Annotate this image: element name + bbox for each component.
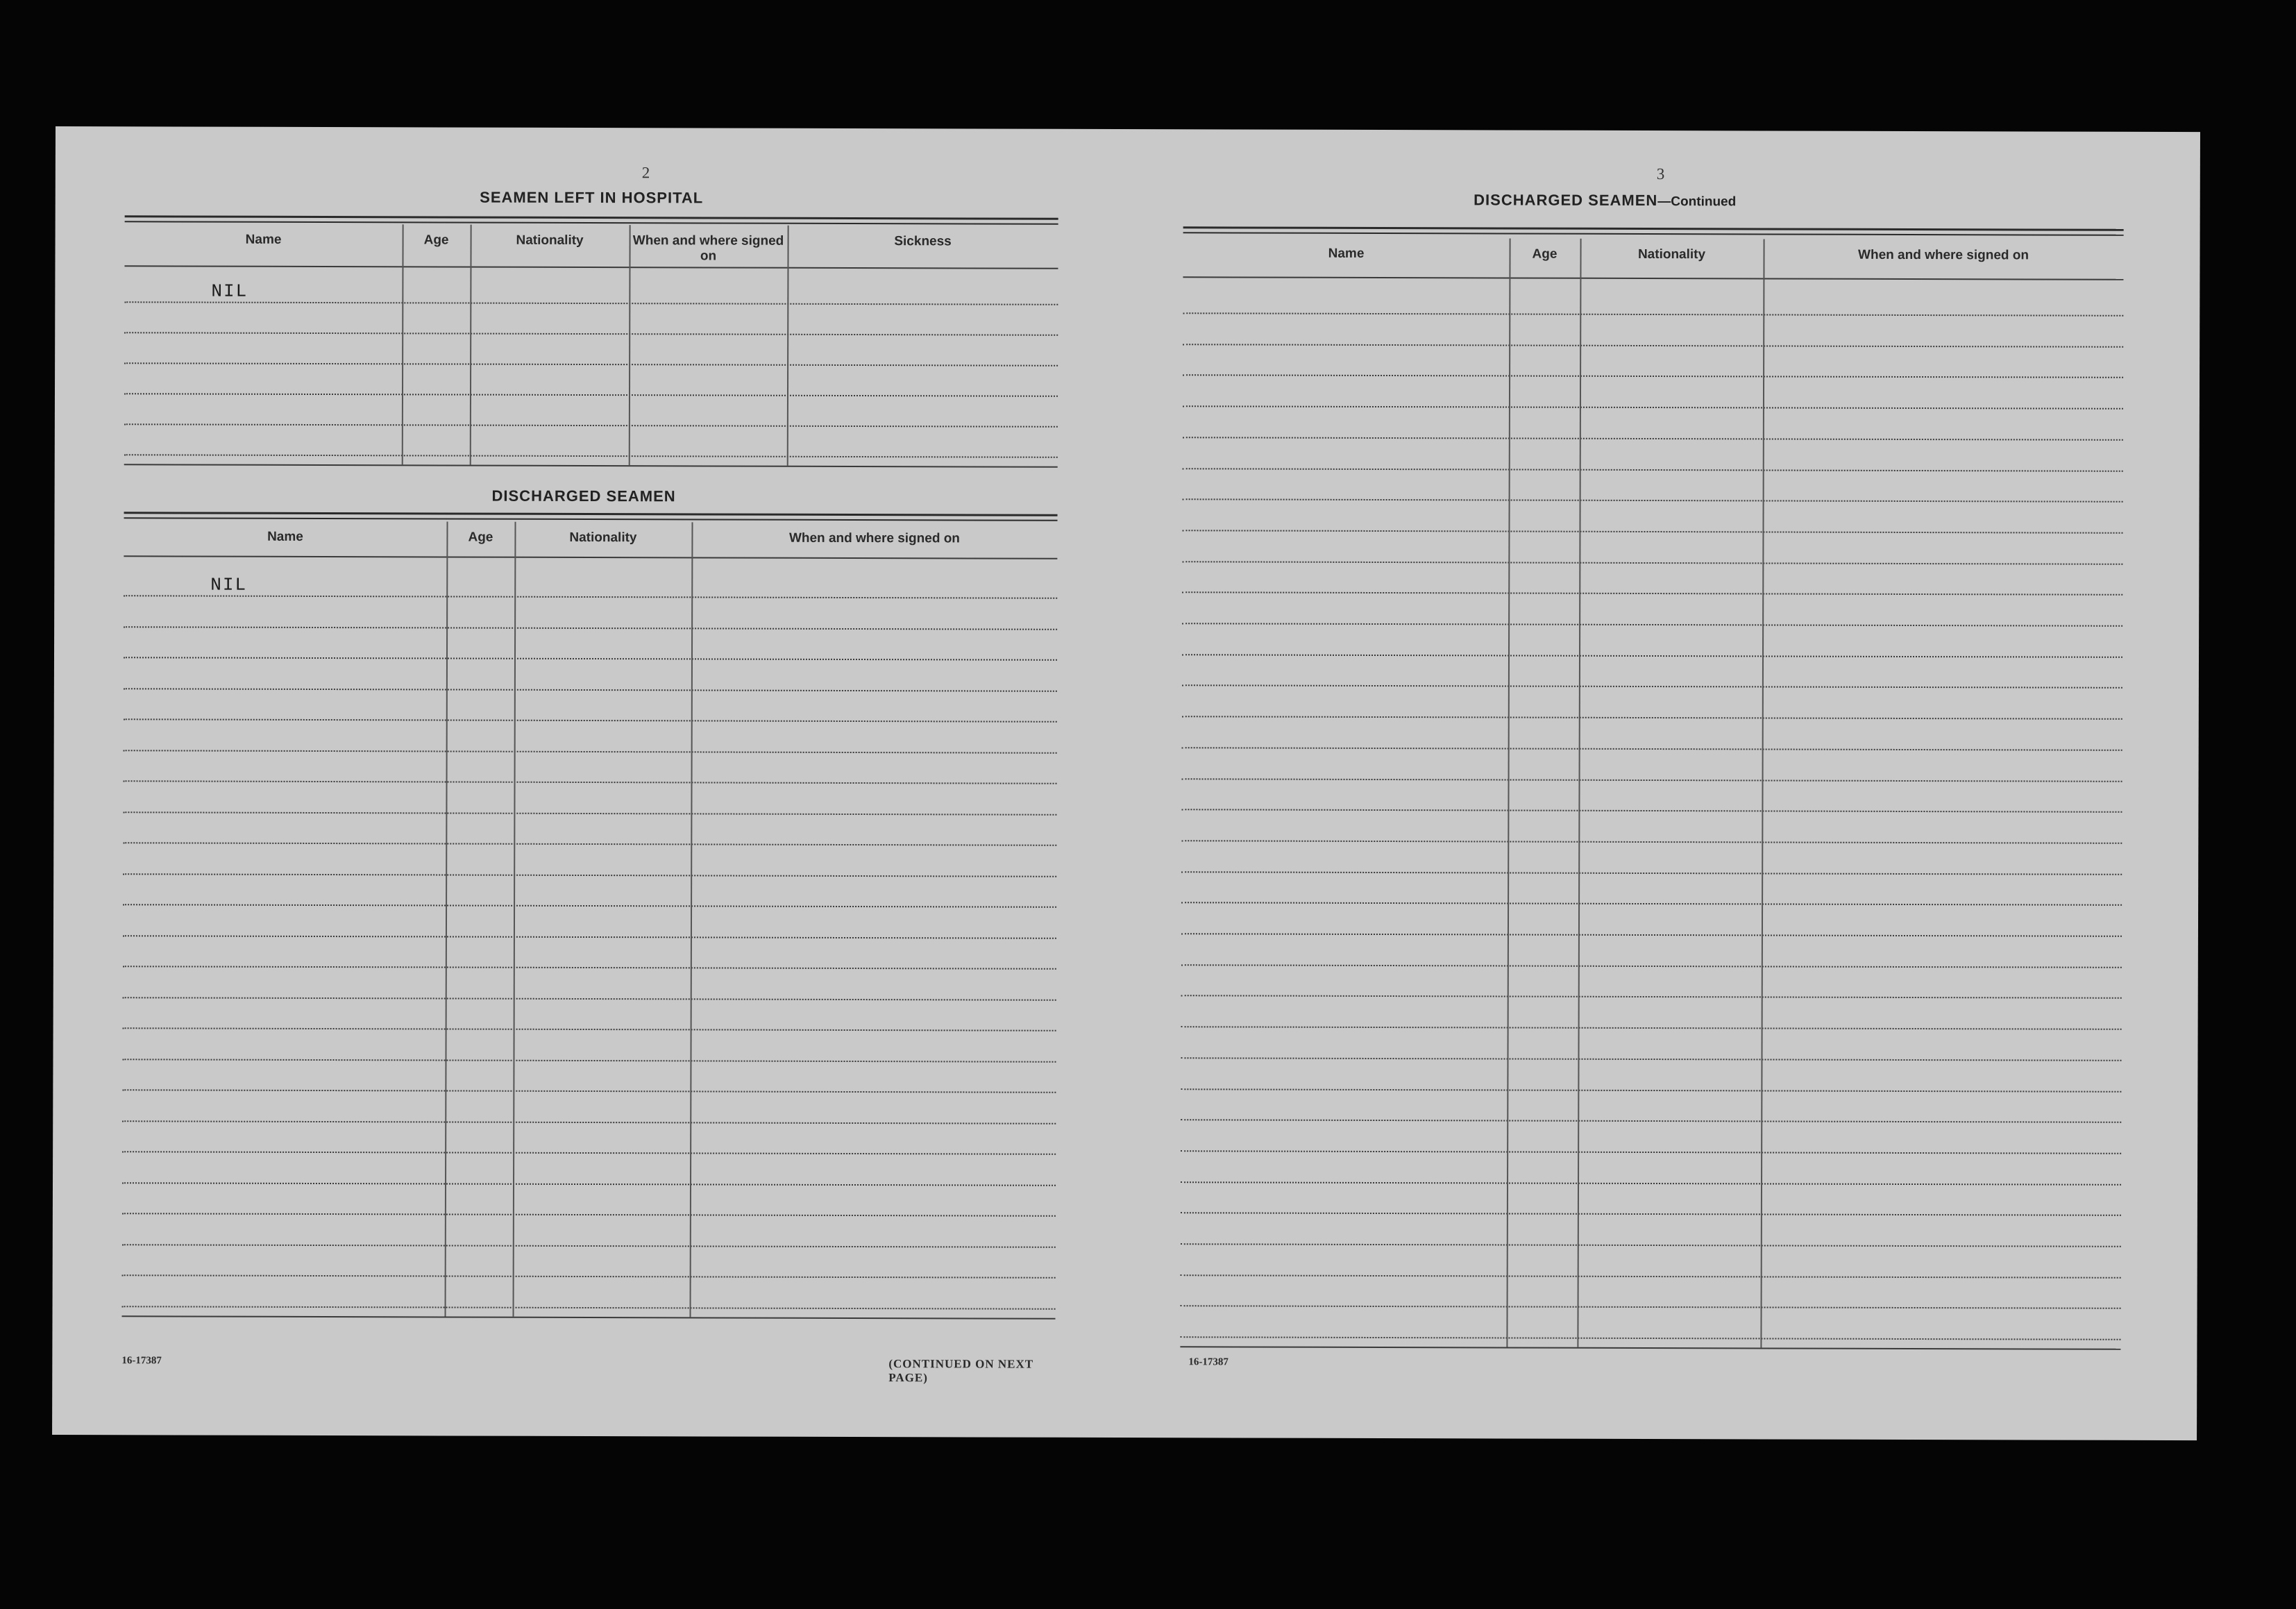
column-header: Name: [1328, 246, 1365, 261]
table-row-line: [1181, 902, 2122, 907]
column-header: Nationality: [516, 233, 584, 248]
name-entry: NIL: [210, 574, 248, 596]
table-row-line: [122, 1151, 1056, 1155]
hospital-section-title: SEAMEN LEFT IN HOSPITAL: [480, 188, 704, 207]
column-divider: [1760, 239, 1764, 1347]
table-row-line: [1182, 747, 2122, 751]
table-row-line: [1181, 1088, 2121, 1093]
table-row-line: [123, 997, 1056, 1001]
table-row-line: [1182, 561, 2122, 565]
table-row-line: [1182, 592, 2122, 596]
table-row-line: [123, 1027, 1056, 1031]
table-row-line: [124, 657, 1057, 661]
table-bottom-rule: [1180, 1346, 2120, 1350]
column-header: Age: [423, 233, 449, 248]
table-row-line: [122, 1244, 1056, 1248]
table-row-line: [1181, 1243, 2121, 1247]
table-row-line: [124, 750, 1057, 754]
column-divider: [690, 522, 693, 1317]
document-sheet: [52, 126, 2200, 1440]
table-row-line: [1182, 716, 2122, 720]
form-number: 16-17387: [1188, 1356, 1229, 1368]
table-row-line: [1182, 778, 2122, 782]
table-row-line: [122, 1274, 1056, 1279]
column-header: Name: [245, 232, 282, 247]
column-divider: [1577, 239, 1581, 1347]
column-header: When and where signed on: [632, 233, 784, 264]
table-row-line: [1182, 530, 2122, 534]
table-row-line: [1181, 809, 2122, 813]
table-row-line: [1181, 871, 2122, 875]
table-row-line: [1181, 1026, 2122, 1030]
discharged-section-title: DISCHARGED SEAMEN: [491, 487, 676, 505]
table-row-line: [1181, 1306, 2121, 1310]
continued-note: (CONTINUED ON NEXT PAGE): [888, 1357, 1033, 1385]
column-header: Nationality: [1637, 246, 1706, 262]
column-header: Age: [468, 530, 493, 545]
section-title-continued: —Continued: [1657, 194, 1737, 210]
header-bottom-rule: [1183, 276, 2123, 280]
table-row-line: [122, 1120, 1056, 1124]
table-row-line: [1181, 1150, 2121, 1154]
table-row-line: [123, 842, 1056, 846]
table-row-line: [122, 1059, 1056, 1063]
table-row-line: [124, 688, 1057, 692]
table-row-line: [1183, 437, 2123, 441]
table-row-line: [122, 1182, 1056, 1186]
table-row-line: [122, 1306, 1056, 1310]
column-header: Age: [1532, 246, 1558, 262]
table-row-line: [123, 873, 1056, 877]
table-row-line: [1183, 344, 2123, 348]
table-row-line: [1181, 964, 2122, 968]
table-row-line: [1181, 1274, 2121, 1279]
table-row-line: [1180, 1336, 2120, 1340]
header-bottom-rule: [124, 555, 1057, 559]
column-header: Sickness: [894, 234, 952, 249]
column-divider: [445, 521, 448, 1316]
column-header: When and where signed on: [1858, 247, 2029, 263]
right-page: [1183, 129, 2124, 1368]
column-header: Name: [267, 529, 303, 544]
table-row-line: [123, 966, 1056, 970]
table-row-line: [1183, 405, 2123, 410]
table-row-line: [124, 595, 1057, 599]
table-row-line: [1181, 1181, 2121, 1186]
table-row-line: [1183, 468, 2123, 472]
table-row-line: [1181, 1119, 2121, 1123]
left-page: [121, 126, 1058, 1385]
discharged-table: [121, 126, 1058, 1379]
table-row-line: [123, 811, 1056, 816]
column-header: When and where signed on: [788, 530, 960, 546]
table-row-line: [1183, 498, 2123, 503]
table-row-line: [122, 1089, 1056, 1093]
table-row-line: [1181, 840, 2122, 844]
section-title-main: DISCHARGED SEAMEN: [1474, 191, 1658, 210]
column-divider: [1506, 238, 1510, 1347]
table-row-line: [124, 780, 1057, 784]
table-row-line: [124, 626, 1057, 630]
form-number: 16-17387: [121, 1355, 162, 1367]
table-row-line: [1183, 375, 2123, 379]
column-divider: [513, 522, 516, 1317]
table-row-line: [124, 718, 1057, 723]
table-row-line: [1181, 1057, 2121, 1061]
table-row-line: [1181, 1213, 2121, 1217]
continued-table: [1180, 129, 2124, 1381]
table-row-line: [1181, 995, 2122, 1000]
table-row-line: [1181, 933, 2122, 937]
table-row-line: [1182, 685, 2122, 689]
table-bottom-rule: [122, 1315, 1056, 1320]
table-row-line: [1182, 654, 2122, 658]
column-header: Nationality: [569, 530, 637, 546]
page-number: 3: [1656, 165, 1665, 183]
page-number: 2: [641, 164, 650, 182]
table-row-line: [123, 904, 1056, 908]
table-row-line: [1182, 623, 2122, 627]
table-row-line: [123, 935, 1056, 939]
table-row-line: [122, 1213, 1056, 1217]
name-entry: NIL: [211, 280, 248, 302]
table-row-line: [1183, 312, 2123, 317]
